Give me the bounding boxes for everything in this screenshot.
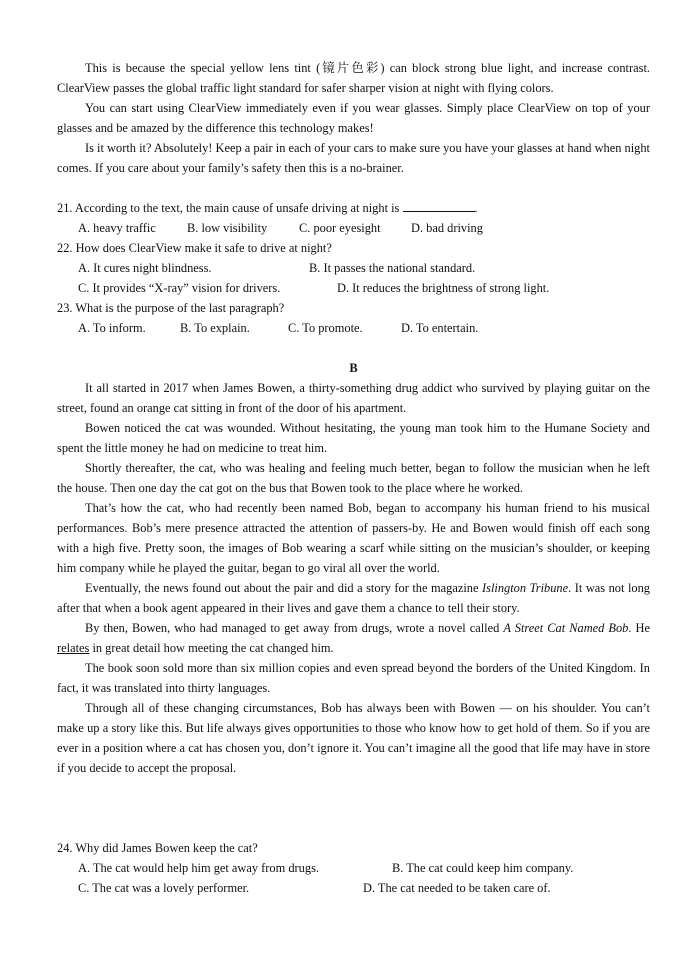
paragraph: Bowen noticed the cat was wounded. Without hesitating, the young man took him to the Humane Society and spent the little money he had on medicine to treat him. (57, 421, 650, 455)
underlined-word: relates (57, 641, 90, 655)
question-24: 24. Why did James Bowen keep the cat? (57, 841, 258, 855)
answer-blank (403, 198, 475, 212)
text: . It was not long after that when a book agent appeared in their lives and gave them a chance to tell their story. (57, 581, 650, 615)
option-a: A. The cat would help him get away from drugs. (78, 861, 319, 875)
option-d: D. bad driving (411, 221, 483, 235)
paragraph: The book soon sold more than six million copies and even spread beyond the borders of the United Kingdom. In fact, it was translated into thirty languages. (57, 661, 650, 695)
option-c: C. poor eyesight (299, 221, 381, 235)
option-d: D. The cat needed to be taken care of. (363, 881, 551, 895)
question-22-options-row2 (57, 278, 650, 298)
option-c: C. The cat was a lovely performer. (78, 881, 250, 895)
option-b: B. low visibility (187, 221, 268, 235)
option-d: D. It reduces the brightness of strong light. (337, 281, 550, 295)
magazine-title: Islington Tribune (482, 581, 569, 595)
paragraph: Through all of these changing circumstances, Bob has always been with Bowen — on his shoulder. You can’t make up a story like this. But life always gives opportunities to those who know how to get hold of them. So if you are ever in a position where a cat has chosen you, don’t ignore it. You can’t imagine all the good that life may have in store if you decide to accept the proposal. (57, 701, 650, 775)
paragraph (57, 618, 650, 658)
paragraph: You can start using ClearView immediately even if you wear glasses. Simply place ClearView on top of your glasses and be amazed by the difference this technology makes! (57, 101, 650, 135)
text: By then, Bowen, who had managed to get away from drugs, wrote a novel called (85, 621, 504, 635)
question-23: 23. What is the purpose of the last paragraph? (57, 301, 285, 315)
question-24-options-row2 (57, 878, 650, 898)
option-a: A. To inform. (78, 321, 146, 335)
question-stem: 21. According to the text, the main cause of unsafe driving at night is (57, 201, 400, 215)
paragraph: It all started in 2017 when James Bowen, a thirty-something drug addict who survived by playing guitar on the street, found an orange cat sitting in front of the door of his apartment. (57, 381, 650, 415)
option-a: A. heavy traffic (78, 221, 156, 235)
paragraph: Shortly thereafter, the cat, who was healing and feeling much better, began to follow the musician when he left the house. Then one day the cat got on the bus that Bowen took to the place where he worked. (57, 461, 650, 495)
option-c: C. It provides “X-ray” vision for drivers. (78, 281, 281, 295)
option-b: B. The cat could keep him company. (392, 861, 574, 875)
question-21 (57, 198, 650, 218)
option-a: A. It cures night blindness. (78, 261, 212, 275)
text: . He (628, 621, 650, 635)
question-22-options-row1 (57, 258, 650, 278)
passage-b (57, 358, 650, 778)
section-title: B (349, 361, 358, 375)
question-21-options (57, 218, 650, 238)
question-22: 22. How does ClearView make it safe to drive at night? (57, 241, 332, 255)
option-b: B. It passes the national standard. (309, 261, 476, 275)
question-23-options (57, 318, 650, 338)
questions-a (57, 198, 650, 338)
text: Eventually, the news found out about the pair and did a story for the magazine (85, 581, 482, 595)
question-24-block (57, 838, 650, 898)
stem-end: . (474, 201, 478, 215)
book-title: A Street Cat Named Bob (503, 621, 629, 635)
paragraph (57, 578, 650, 618)
option-d: D. To entertain. (401, 321, 479, 335)
passage-a-tail (57, 58, 650, 178)
paragraph: This is because the special yellow lens tint (镜片色彩) can block strong blue light, and increase contrast. ClearView passes the global traffic light standard for safer sharper vision at night with flying colors. (57, 61, 650, 95)
paragraph: Is it worth it? Absolutely! Keep a pair in each of your cars to make sure you have your glasses at hand when night comes. If you care about your family’s safety then this is a no-brainer. (57, 141, 650, 175)
question-24-options-row1 (57, 858, 650, 878)
option-b: B. To explain. (180, 321, 250, 335)
text: in great detail how meeting the cat changed him. (89, 641, 334, 655)
option-c: C. To promote. (288, 321, 363, 335)
paragraph: That’s how the cat, who had recently been named Bob, began to accompany his human friend to his musical performances. Bob’s mere presence attracted the attention of passers-by. He and Bowen would finish off each song with a high five. Pretty soon, the images of Bob wearing a scarf while sitting on the musician’s shoulder, or keeping him company while he played the guitar, began to go viral all over the world. (57, 501, 650, 575)
